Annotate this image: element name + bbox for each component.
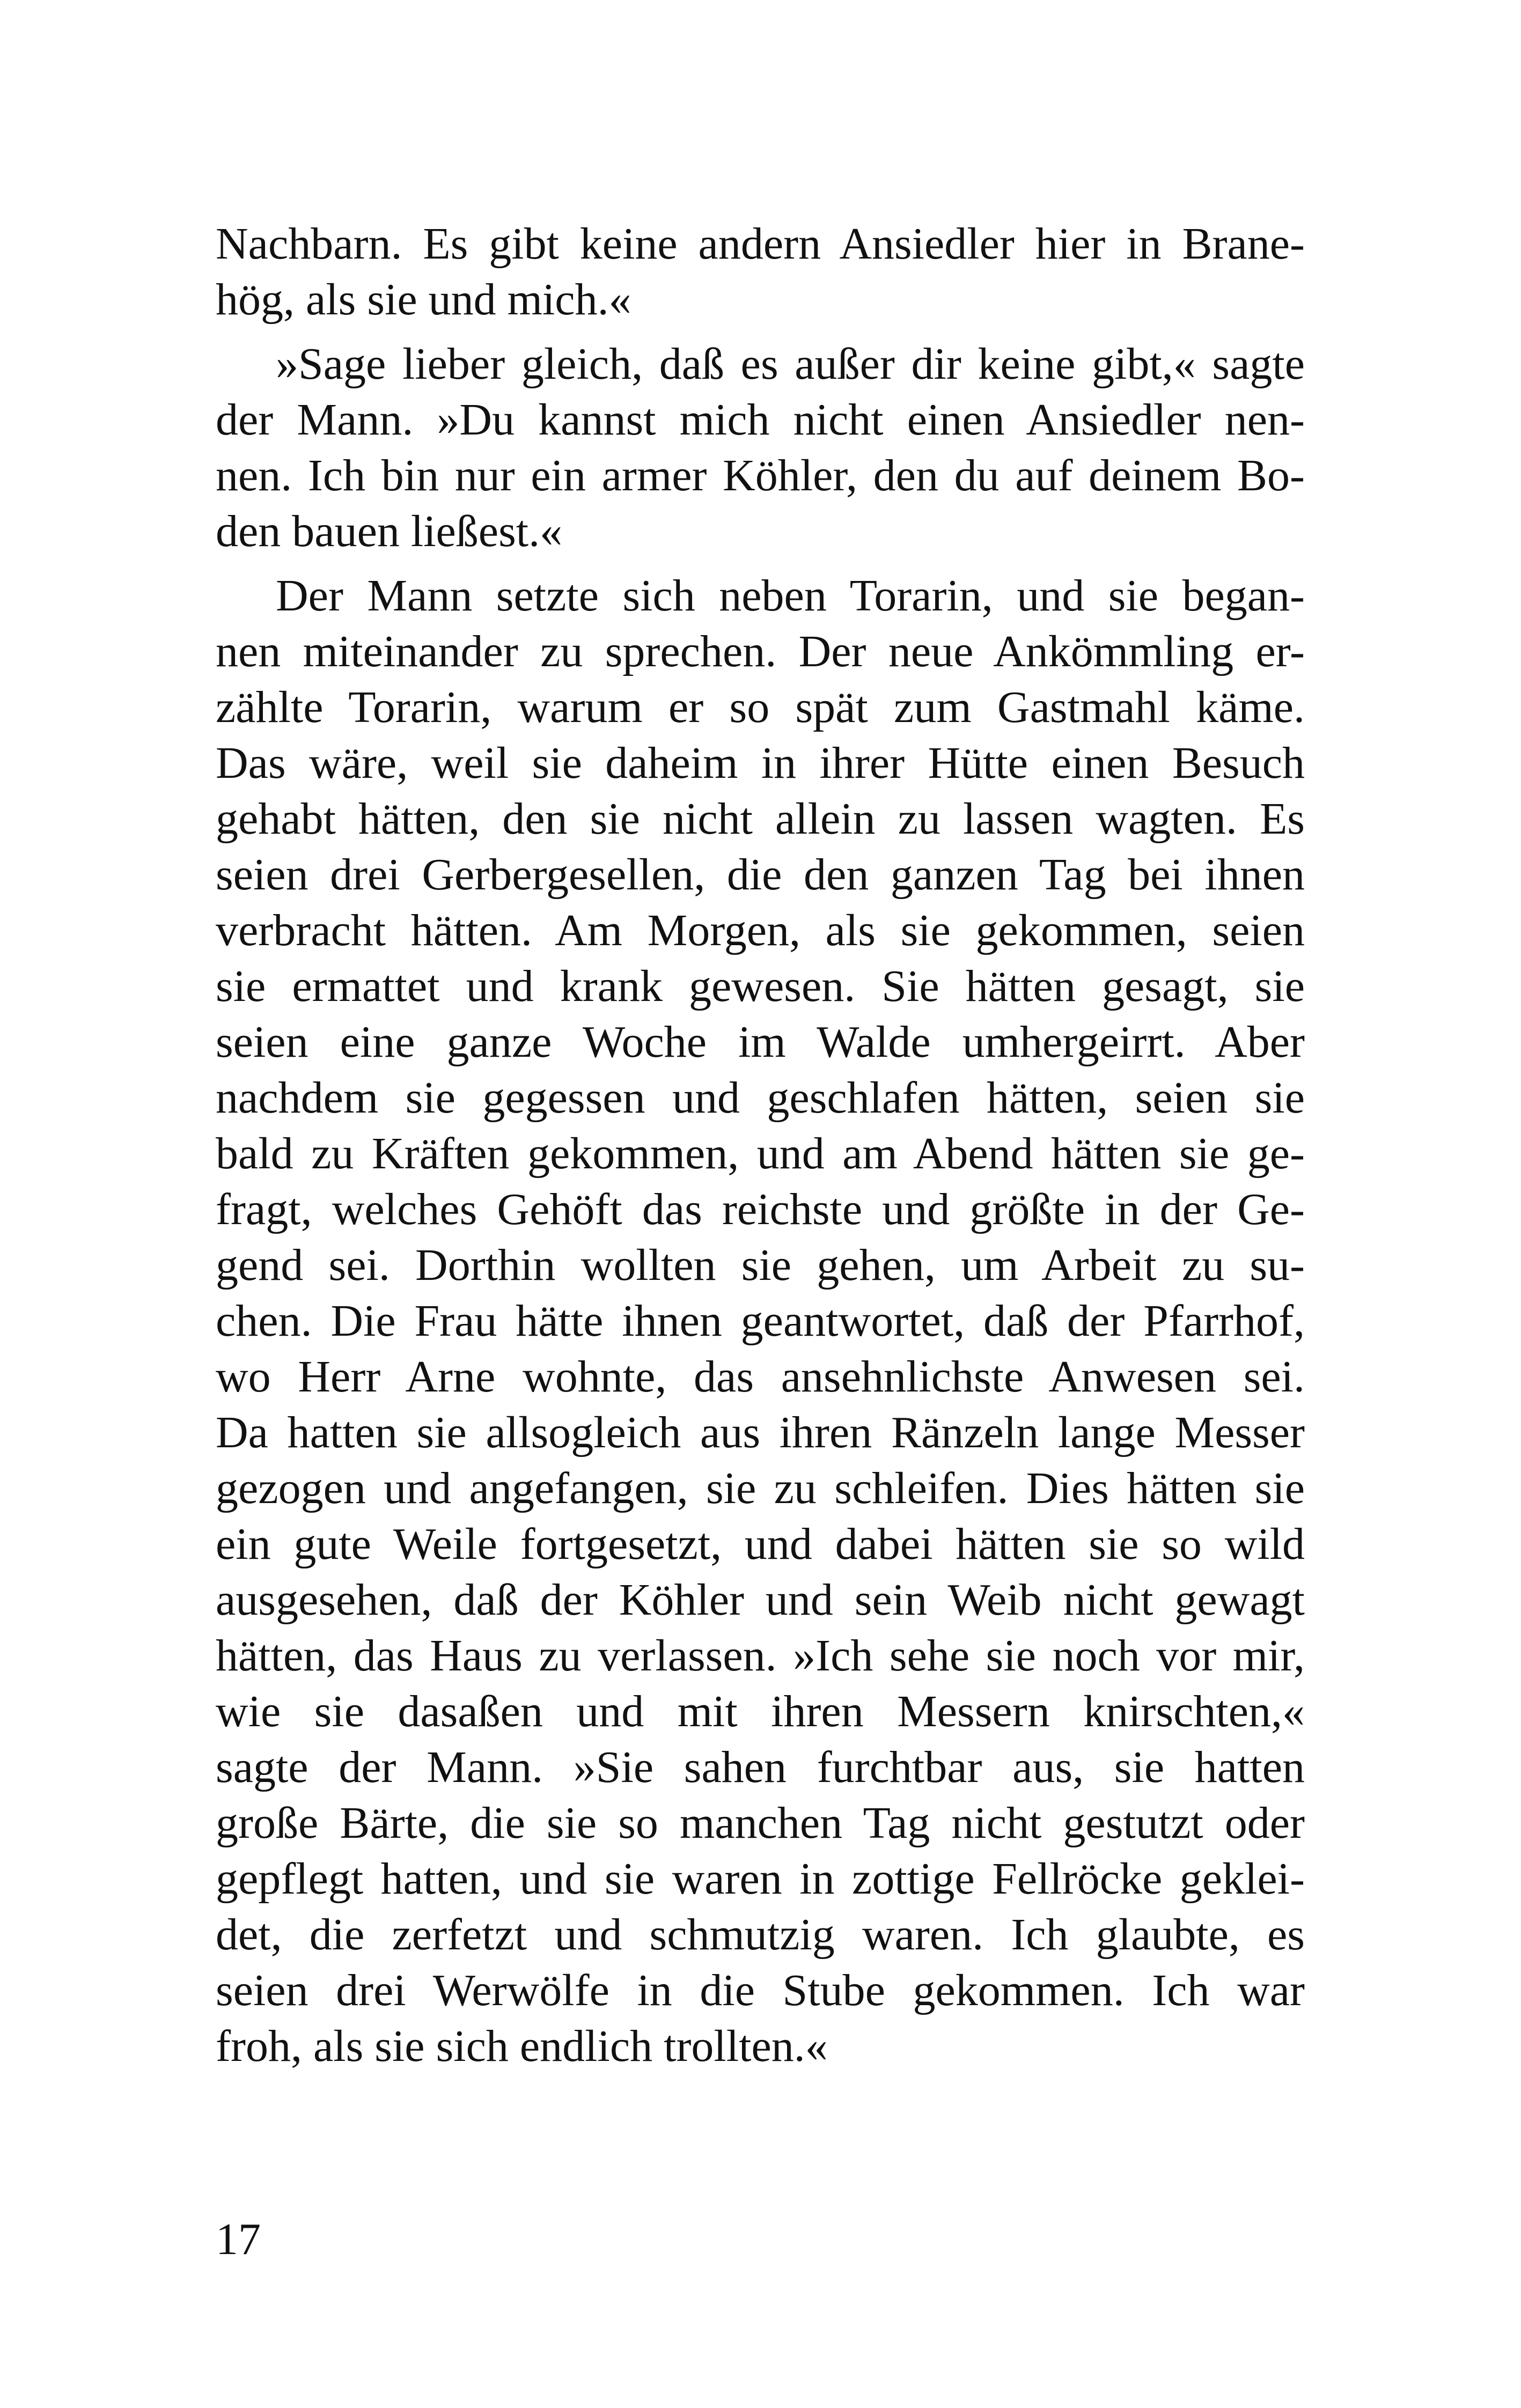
text-line: Das wäre, weil sie daheim in ihrer Hütte einen Besuch <box>216 738 1305 788</box>
text-line: ein gute Weile fortgesetzt, und dabei hätten sie so wild <box>216 1519 1305 1569</box>
text-line: wie sie dasaßen und mit ihren Messern knirschten,« <box>216 1687 1305 1736</box>
text-line: sie ermattet und krank gewesen. Sie hätten gesagt, sie <box>216 961 1305 1011</box>
page-number: 17 <box>216 2214 261 2264</box>
text-line: nachdem sie gegessen und geschlafen hätten, seien sie <box>216 1073 1305 1123</box>
text-line: große Bärte, die sie so manchen Tag nicht gestutzt oder <box>216 1798 1305 1848</box>
text-line: wo Herr Arne wohnte, das ansehnlichste Anwesen sei. <box>216 1352 1305 1402</box>
text-line: zählte Torarin, warum er so spät zum Gastmahl käme. <box>216 682 1305 732</box>
text-line: »Sage lieber gleich, daß es außer dir keine gibt,« sagte <box>276 339 1305 389</box>
text-line: Da hatten sie allsogleich aus ihren Ränzeln lange Messer <box>216 1408 1305 1457</box>
text-line: nen miteinander zu sprechen. Der neue Ankömmling er- <box>216 627 1305 676</box>
text-line: der Mann. »Du kannst mich nicht einen Ansiedler nen- <box>216 395 1305 445</box>
text-line: hätten, das Haus zu verlassen. »Ich sehe sie noch vor mir, <box>216 1631 1305 1681</box>
text-line: froh, als sie sich endlich trollten.« <box>216 2021 828 2071</box>
text-line: Nachbarn. Es gibt keine andern Ansiedler hier in Brane- <box>216 219 1305 269</box>
text-line: gend sei. Dorthin wollten sie gehen, um Arbeit zu su- <box>216 1240 1305 1290</box>
text-line: hög, als sie und mich.« <box>216 275 631 325</box>
text-line: seien drei Gerbergesellen, die den ganzen Tag bei ihnen <box>216 850 1305 900</box>
text-line: gehabt hätten, den sie nicht allein zu lassen wagten. Es <box>216 794 1305 844</box>
text-line: sagte der Mann. »Sie sahen furchtbar aus, sie hatten <box>216 1742 1305 1792</box>
text-line: seien eine ganze Woche im Walde umhergeirrt. Aber <box>216 1017 1305 1067</box>
text-line: chen. Die Frau hätte ihnen geantwortet, daß der Pfarrhof, <box>216 1296 1305 1346</box>
text-line: seien drei Werwölfe in die Stube gekommen. Ich war <box>216 1965 1305 2015</box>
text-line: bald zu Kräften gekommen, und am Abend hätten sie ge- <box>216 1129 1305 1179</box>
text-line: ausgesehen, daß der Köhler und sein Weib nicht gewagt <box>216 1575 1305 1625</box>
text-line: gepflegt hatten, und sie waren in zottige Fellröcke geklei- <box>216 1854 1305 1904</box>
text-line: den bauen ließest.« <box>216 506 563 556</box>
text-line: det, die zerfetzt und schmutzig waren. Ich glaubte, es <box>216 1910 1305 1960</box>
text-line: nen. Ich bin nur ein armer Köhler, den du auf deinem Bo- <box>216 451 1305 500</box>
text-line: Der Mann setzte sich neben Torarin, und sie began- <box>276 571 1305 621</box>
text-line: fragt, welches Gehöft das reichste und größte in der Ge- <box>216 1184 1305 1234</box>
text-line: gezogen und angefangen, sie zu schleifen. Dies hätten sie <box>216 1463 1305 1513</box>
text-line: verbracht hätten. Am Morgen, als sie gekommen, seien <box>216 905 1305 955</box>
